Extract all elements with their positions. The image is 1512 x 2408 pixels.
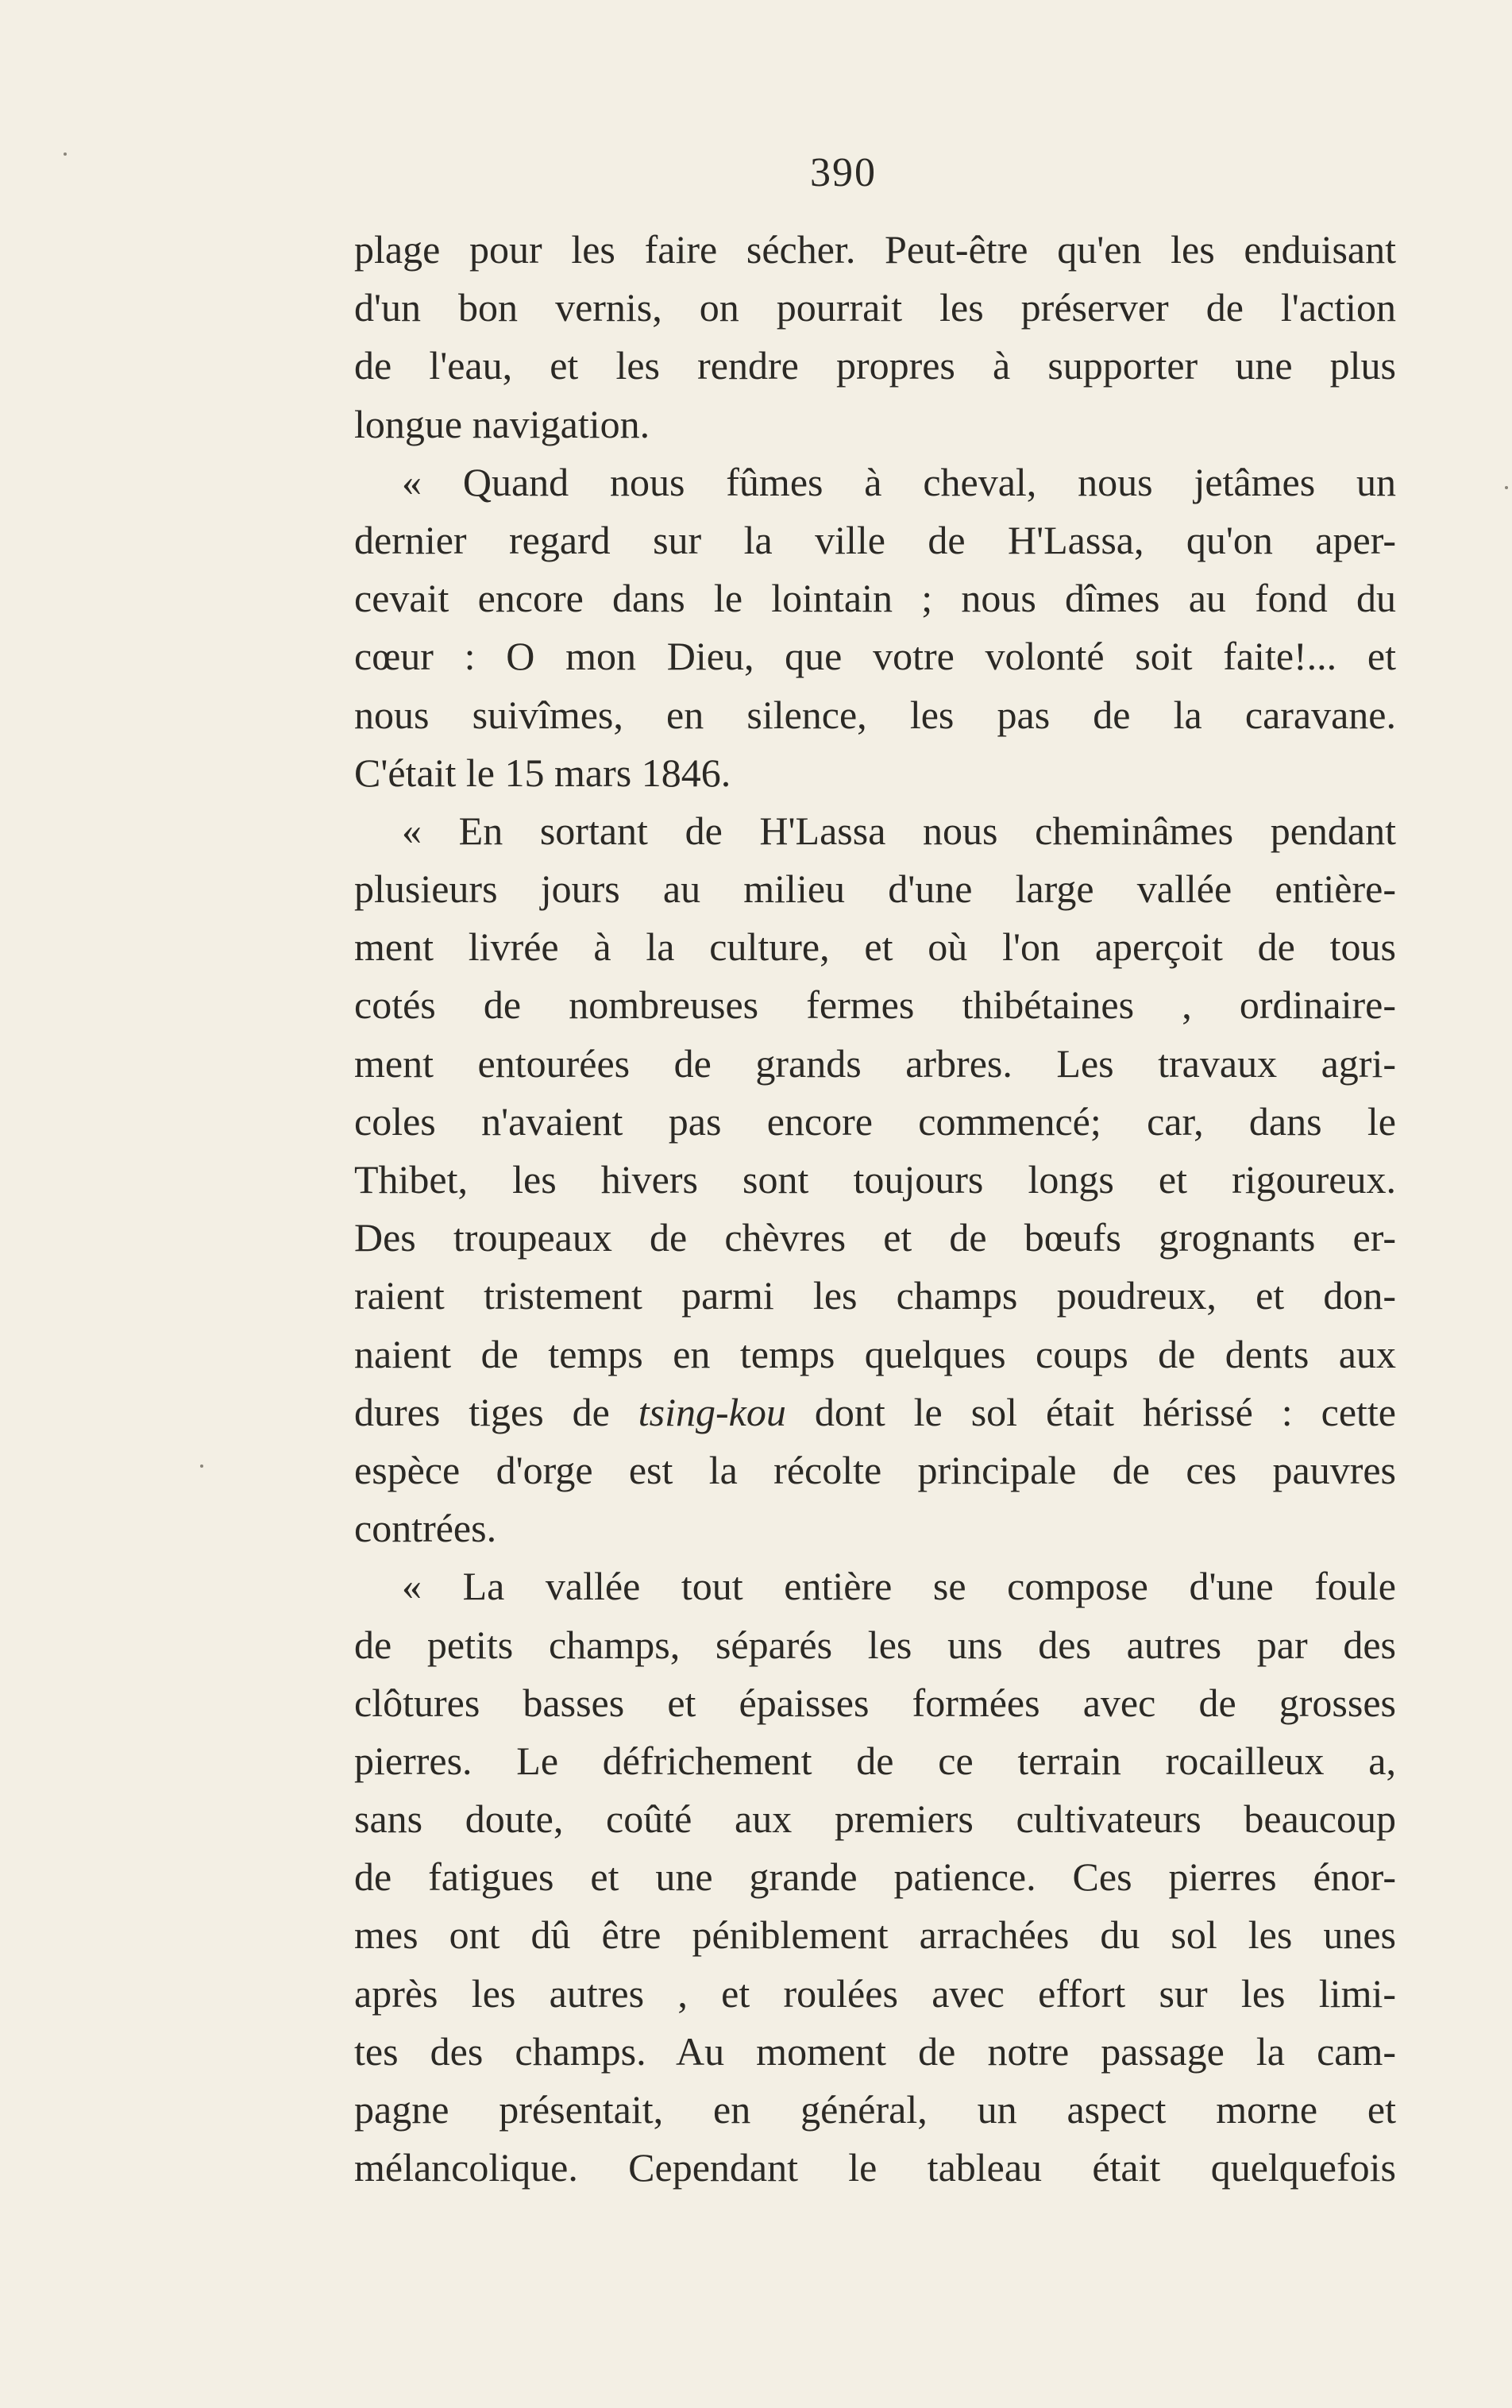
text-line: espèce d'orge est la récolte principale de ces pauvres	[354, 1447, 1396, 1492]
text-line: d'un bon vernis, on pourrait les préserver de l'action	[354, 285, 1396, 330]
text-line: tes des champs. Au moment de notre passage la cam-	[354, 2028, 1396, 2074]
text-line: C'était le 15 mars 1846.	[354, 750, 731, 795]
paper-speck	[1505, 486, 1508, 489]
text-line: après les autres , et roulées avec effort sur les limi-	[354, 1970, 1396, 2016]
text-line: cotés de nombreuses fermes thibétaines , ordinaire-	[354, 982, 1396, 1028]
text-line: clôtures basses et épaisses formées avec de grosses	[354, 1680, 1396, 1725]
text-segment: dont le sol était hérissé : cette	[785, 1389, 1396, 1434]
text-line: nous suivîmes, en silence, les pas de la caravane.	[354, 692, 1396, 737]
text-line: naient de temps en temps quelques coups de dents aux	[354, 1331, 1396, 1376]
text-line: Thibet, les hivers sont toujours longs et rigoureux.	[354, 1157, 1396, 1202]
text-line: de l'eau, et les rendre propres à supporter une plus	[354, 343, 1396, 388]
paragraph-start: « La vallée tout entière se compose d'une foule	[402, 1564, 1396, 1609]
text-line-with-italic	[354, 1383, 1396, 1441]
paper-speck	[200, 1464, 203, 1468]
paragraph-start: « Quand nous fûmes à cheval, nous jetâmes un	[402, 459, 1396, 504]
paragraph-start: « En sortant de H'Lassa nous cheminâmes pendant	[402, 808, 1396, 853]
text-segment: dures tiges de	[354, 1389, 638, 1434]
text-line: ment entourées de grands arbres. Les travaux agri-	[354, 1040, 1396, 1086]
text-line: Des troupeaux de chèvres et de bœufs grognants er-	[354, 1215, 1396, 1260]
page-number: 390	[810, 150, 877, 195]
text-line: pagne présentait, en général, un aspect morne et	[354, 2087, 1396, 2132]
italic-term: tsing-kou	[638, 1389, 786, 1434]
text-line: raient tristement parmi les champs poudreux, et don-	[354, 1273, 1396, 1318]
text-line: mélancolique. Cependant le tableau était quelquefois	[354, 2145, 1396, 2190]
text-line: de fatigues et une grande patience. Ces pierres énor-	[354, 1854, 1396, 1900]
text-line: cevait encore dans le lointain ; nous dîmes au fond du	[354, 576, 1396, 621]
body-text	[354, 221, 1396, 2197]
text-line: plage pour les faire sécher. Peut-être qu'en les enduisant	[354, 227, 1396, 272]
text-line: pierres. Le défrichement de ce terrain rocailleux a,	[354, 1738, 1396, 1783]
text-line: sans doute, coûté aux premiers cultivateurs beaucoup	[354, 1796, 1396, 1842]
text-line: de petits champs, séparés les uns des autres par des	[354, 1622, 1396, 1667]
text-line: mes ont dû être péniblement arrachées du sol les unes	[354, 1912, 1396, 1958]
text-line: longue navigation.	[354, 401, 650, 446]
text-line: contrées.	[354, 1506, 497, 1551]
paper-speck	[64, 152, 67, 156]
text-line: plusieurs jours au milieu d'une large vallée entière-	[354, 866, 1396, 912]
text-line: coles n'avaient pas encore commencé; car, dans le	[354, 1098, 1396, 1144]
text-line: dernier regard sur la ville de H'Lassa, qu'on aper-	[354, 517, 1396, 562]
text-line: cœur : O mon Dieu, que votre volonté soit faite!... et	[354, 634, 1396, 679]
text-line: ment livrée à la culture, et où l'on aperçoit de tous	[354, 924, 1396, 970]
